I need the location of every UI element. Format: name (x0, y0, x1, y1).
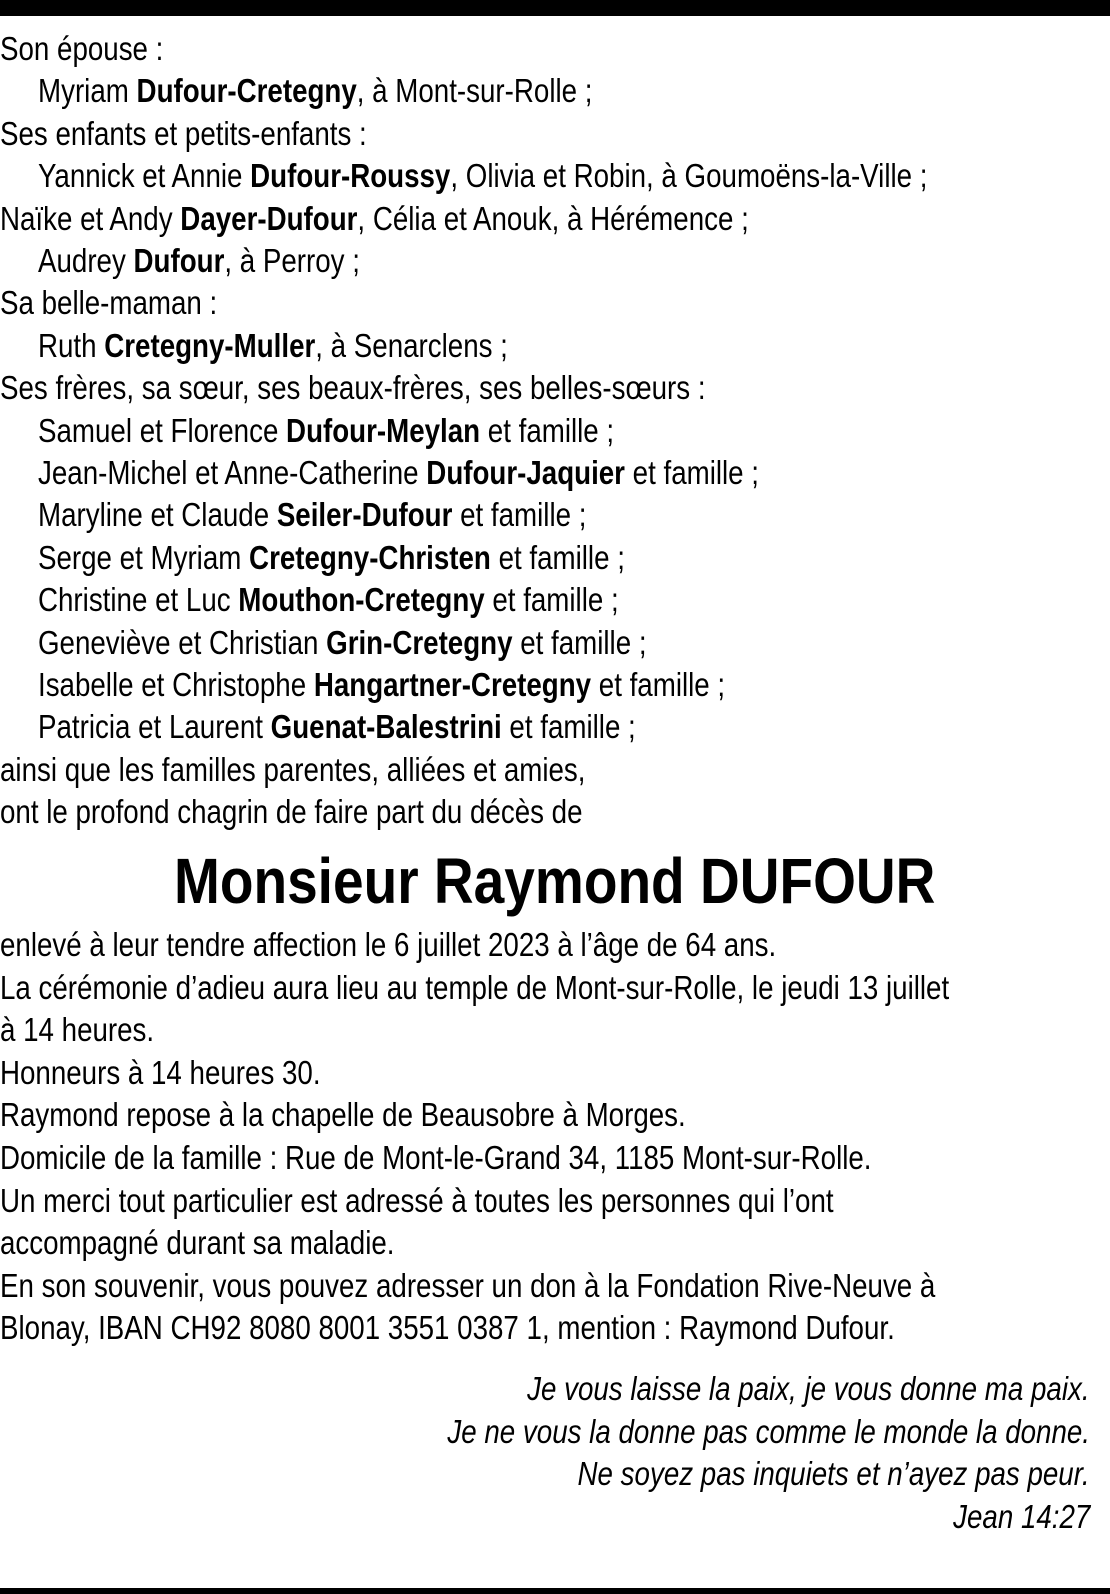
detail-line: Un merci tout particulier est adressé à toutes les personnes qui l’ont (0, 1181, 834, 1219)
section-heading-line (0, 282, 217, 324)
family-member-line (38, 494, 586, 536)
location-suffix: , Célia et Anouk, à Hérémence ; (357, 199, 749, 237)
quote-reference: Jean 14:27 (952, 1497, 1090, 1535)
detail-line: Honneurs à 14 heures 30. (0, 1053, 321, 1091)
location-suffix: et famille ; (452, 496, 587, 534)
family-surname: Guenat-Balestrini (270, 708, 502, 746)
detail-line: Domicile de la famille : Rue de Mont-le-Grand 34, 1185 Mont-sur-Rolle. (0, 1139, 872, 1176)
family-surname: Seiler-Dufour (276, 496, 453, 534)
detail-line: Raymond repose à la chapelle de Beausobre à Morges. (0, 1096, 686, 1134)
given-names: Isabelle et Christophe (38, 666, 314, 703)
given-names: Audrey (38, 242, 134, 279)
family-member-line (38, 325, 508, 367)
detail-line: En son souvenir, vous pouvez adresser un don à la Fondation Rive-Neuve à (0, 1266, 936, 1304)
location-suffix: et famille ; (490, 538, 625, 576)
given-names: Naïke et Andy (0, 199, 181, 237)
family-surname: Dufour-Roussy (250, 157, 451, 195)
family-surname: Dufour-Cretegny (136, 72, 357, 110)
family-member-line (38, 410, 614, 452)
location-suffix: , Olivia et Robin, à Goumoëns-la-Ville ; (450, 157, 928, 195)
family-surname: Hangartner-Cretegny (313, 666, 592, 703)
given-names: Ses frères, sa sœur, ses beaux-frères, ses belles-sœurs : (0, 369, 706, 407)
family-member-line (38, 452, 759, 494)
detail-line: Blonay, IBAN CH92 8080 8001 3551 0387 1, mention : Raymond Dufour. (0, 1309, 895, 1347)
quote-line: Je vous laisse la paix, je vous donne ma paix. (527, 1370, 1090, 1407)
given-names: Son épouse : (0, 30, 164, 67)
top-border-bar (0, 0, 1110, 16)
given-names: ainsi que les familles parentes, alliées et amies, (0, 750, 586, 788)
section-heading-line (0, 367, 706, 409)
section-heading-line (0, 28, 163, 70)
location-suffix: et famille ; (480, 411, 615, 449)
location-suffix: , à Senarclens ; (315, 326, 508, 364)
family-member-line (38, 579, 619, 621)
given-names: Yannick et Annie (38, 157, 251, 195)
location-suffix: et famille ; (591, 666, 726, 703)
section-heading-line (0, 791, 583, 833)
location-suffix: et famille ; (624, 454, 760, 491)
family-member-line (38, 664, 725, 706)
family-member-line (38, 240, 360, 282)
location-suffix: , à Perroy ; (224, 242, 360, 279)
given-names: Patricia et Laurent (38, 708, 271, 746)
family-surname: Mouthon-Cretegny (238, 581, 485, 619)
given-names: Serge et Myriam (38, 538, 250, 576)
section-heading-line (0, 113, 367, 155)
bottom-border-bar (0, 1588, 1110, 1594)
family-member-line (38, 537, 625, 579)
family-surname: Cretegny-Muller (104, 326, 316, 364)
family-surname: Dufour (133, 242, 225, 279)
location-suffix: , à Mont-sur-Rolle ; (356, 72, 593, 110)
family-member-line (38, 622, 647, 664)
location-suffix: et famille ; (484, 581, 619, 619)
given-names: Jean-Michel et Anne-Catherine (38, 454, 427, 491)
given-names: ont le profond chagrin de faire part du décès de (0, 793, 583, 831)
given-names: Geneviève et Christian (38, 623, 327, 661)
section-heading-line (0, 749, 585, 791)
family-surname: Cretegny-Christen (249, 538, 491, 576)
given-names: Sa belle-maman : (0, 284, 218, 322)
detail-line: La cérémonie d’adieu aura lieu au temple de Mont-sur-Rolle, le jeudi 13 juillet (0, 968, 950, 1006)
location-suffix: et famille ; (501, 708, 636, 746)
quote-line: Je ne vous la donne pas comme le monde la donne. (447, 1412, 1090, 1450)
detail-line: à 14 heures. (0, 1011, 155, 1049)
location-suffix: et famille ; (512, 623, 647, 661)
family-surname: Dufour-Meylan (286, 411, 481, 449)
family-member-line (38, 155, 927, 197)
given-names: Maryline et Claude (38, 496, 277, 534)
given-names: Christine et Luc (38, 581, 239, 619)
detail-line: enlevé à leur tendre affection le 6 juillet 2023 à l’âge de 64 ans. (0, 926, 777, 963)
given-names: Samuel et Florence (38, 411, 287, 449)
given-names: Ruth (38, 326, 105, 364)
quote-line: Ne soyez pas inquiets et n’ayez pas peur. (577, 1455, 1090, 1492)
family-member-line (38, 706, 636, 748)
family-surname: Dufour-Jaquier (426, 454, 625, 491)
given-names: Myriam (38, 72, 137, 110)
detail-line: accompagné durant sa maladie. (0, 1224, 395, 1262)
deceased-name (0, 846, 1110, 916)
family-member-line (38, 70, 592, 112)
family-surname: Dayer-Dufour (180, 199, 358, 237)
given-names: Ses enfants et petits-enfants : (0, 114, 367, 152)
family-member-line (0, 198, 749, 240)
family-surname: Grin-Cretegny (326, 623, 513, 661)
deceased-name-text: Monsieur Raymond DUFOUR (174, 845, 936, 917)
